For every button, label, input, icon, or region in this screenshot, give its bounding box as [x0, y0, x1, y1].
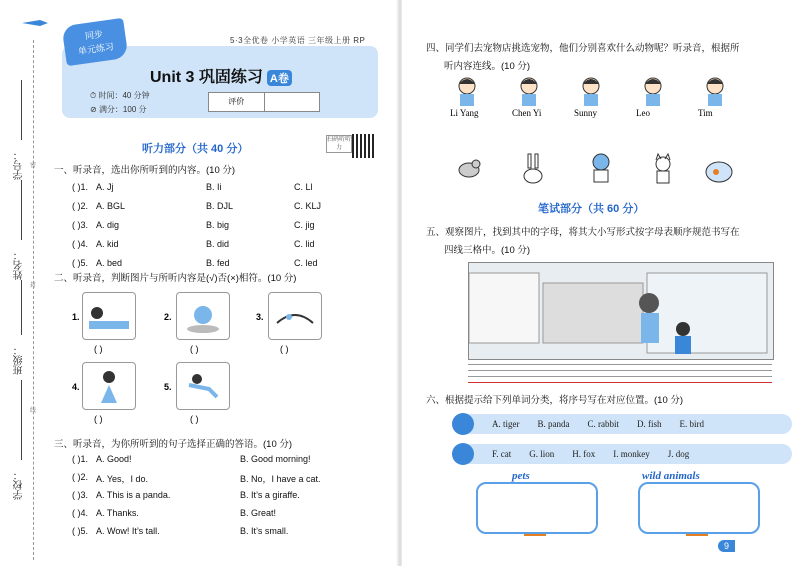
- q3-option: B. It’s small.: [240, 526, 289, 536]
- q3-option: B. No，I have a cat.: [240, 474, 321, 484]
- child-avatar-icon: [514, 74, 544, 108]
- q5-title-line1: 五、观察图片，找到其中的字母，将其大小写形式按字母表顺序规范书写在: [426, 227, 740, 238]
- q2-answer[interactable]: ( ): [190, 344, 199, 354]
- score-info: ⊘ 满分：100 分: [90, 105, 147, 114]
- version-badge: A卷: [267, 70, 292, 86]
- q1-option: A. dig: [96, 220, 120, 230]
- q3-option: B. Great!: [240, 508, 277, 518]
- q1-option: B. Ii: [206, 182, 222, 192]
- hoop-icon: [686, 522, 708, 536]
- name-label: 姓名：: [14, 250, 25, 280]
- q2-image-4: [82, 362, 136, 410]
- basketball-icon: [452, 443, 474, 465]
- q2-answer[interactable]: ( ): [280, 344, 289, 354]
- fish-bowl-icon: [704, 154, 734, 188]
- q1-option: A. Jj: [96, 182, 114, 192]
- q1-option: C. jig: [294, 220, 315, 230]
- sync-badge: 同步 单元练习: [62, 18, 129, 66]
- q3-option: A. Good!: [96, 454, 132, 464]
- pets-label: pets: [512, 470, 530, 482]
- wild-animals-label: wild animals: [642, 470, 700, 482]
- q1-answer-slot[interactable]: ( )3.: [72, 220, 89, 230]
- binding-strip: [0, 0, 42, 566]
- child-avatar-icon: [576, 74, 606, 108]
- q3-answer-slot[interactable]: ( )5.: [72, 526, 89, 536]
- right-page: [402, 0, 800, 566]
- q5-title-line2: 四线三格中。(10 分): [444, 245, 531, 256]
- q3-answer-slot[interactable]: ( )3.: [72, 490, 89, 500]
- word-option: D. fish: [637, 419, 662, 429]
- word-option: J. dog: [667, 449, 690, 459]
- left-page: [0, 0, 398, 566]
- q2-num: 5.: [164, 382, 172, 392]
- q3-option: B. Good morning!: [240, 454, 311, 464]
- q1-option: C. KLJ: [294, 201, 322, 211]
- q3-option: A. This is a panda.: [96, 490, 171, 500]
- bird-icon: [454, 152, 484, 186]
- q2-num: 2.: [164, 312, 172, 322]
- child-avatar-icon: [700, 74, 730, 108]
- page-number: 9: [718, 540, 735, 552]
- rocket-icon: [20, 18, 50, 28]
- word-option: G. lion: [529, 449, 555, 459]
- q3-option: B. It’s a giraffe.: [240, 490, 300, 500]
- child-name: Sunny: [574, 108, 598, 118]
- q2-answer[interactable]: ( ): [190, 414, 199, 424]
- writing-section-heading: 笔试部分（共 60 分）: [538, 203, 645, 215]
- child-name: Tim: [698, 108, 713, 118]
- rabbit-icon: [518, 152, 548, 186]
- q2-num: 3.: [256, 312, 264, 322]
- unit-title: Unit 3 巩固练习 A卷: [150, 64, 292, 87]
- qr-label: 扫码听听力: [327, 137, 352, 151]
- q1-answer-slot[interactable]: ( )2.: [72, 201, 89, 211]
- q3-option: A. Wow! It’s tall.: [96, 526, 160, 536]
- q1-option: A. kid: [96, 239, 119, 249]
- q3-option: A. Yes，I do.: [96, 474, 149, 484]
- word-option: E. bird: [679, 419, 704, 429]
- q1-option: C. lid: [294, 239, 315, 249]
- cut-mark: 密: [30, 163, 37, 169]
- child-avatar-icon: [638, 74, 668, 108]
- q2-title: 二、听录音，判断图片与所听内容是(√)否(×)相符。(10 分): [54, 273, 297, 284]
- q2-image-3: [268, 292, 322, 340]
- student-id-label: 学号：: [14, 150, 25, 180]
- score-box[interactable]: 评价: [208, 92, 320, 112]
- dog-icon: [586, 150, 616, 184]
- q4-title-line2: 听内容连线。(10 分): [444, 61, 531, 72]
- hoop-icon: [524, 522, 546, 536]
- cut-mark: 线: [30, 408, 37, 414]
- q1-option: C. Ll: [294, 182, 313, 192]
- class-label: 班级：: [14, 345, 25, 375]
- q2-image-1: [82, 292, 136, 340]
- word-option: C. rabbit: [587, 419, 619, 429]
- word-option: H. fox: [572, 449, 596, 459]
- q1-option: A. BGL: [96, 201, 126, 211]
- q1-option: B. did: [206, 239, 230, 249]
- q1-answer-slot[interactable]: ( )4.: [72, 239, 89, 249]
- word-option: I. monkey: [613, 449, 650, 459]
- q1-option: B. big: [206, 220, 230, 230]
- word-option: A. tiger: [492, 419, 520, 429]
- q1-answer-slot[interactable]: ( )1.: [72, 182, 89, 192]
- q2-answer[interactable]: ( ): [94, 344, 103, 354]
- q2-answer[interactable]: ( ): [94, 414, 103, 424]
- q2-image-5: [176, 362, 230, 410]
- q1-option: C. led: [294, 258, 318, 268]
- child-name: Chen Yi: [512, 108, 542, 118]
- q2-image-2: [176, 292, 230, 340]
- q3-answer-slot[interactable]: ( )4.: [72, 508, 89, 518]
- q3-title: 三、听录音，为你所听到的句子选择正确的答语。(10 分): [54, 439, 293, 450]
- word-option: B. panda: [537, 419, 570, 429]
- child-name: Li Yang: [450, 108, 479, 118]
- q1-option: A. bed: [96, 258, 123, 268]
- school-label: 学校：: [14, 470, 25, 500]
- q4-title-line1: 四、同学们去宠物店挑选宠物，他们分别喜欢什么动物呢？听录音，根据所: [426, 43, 740, 54]
- q3-option: A. Thanks.: [96, 508, 139, 518]
- word-bar-1: [456, 414, 792, 434]
- cut-mark: 封: [30, 283, 37, 289]
- q1-option: B. fed: [206, 258, 230, 268]
- q2-num: 1.: [72, 312, 80, 322]
- child-name: Leo: [636, 108, 650, 118]
- qr-code-icon[interactable]: [352, 134, 376, 158]
- q1-option: B. DJL: [206, 201, 234, 211]
- listening-section-heading: 听力部分（共 40 分）: [142, 143, 249, 155]
- word-bar-2: [456, 444, 792, 464]
- basketball-icon: [452, 413, 474, 435]
- series-header: 5·3全优卷 小学英语 三年级上册 RP: [230, 36, 366, 45]
- q1-answer-slot[interactable]: ( )5.: [72, 258, 89, 268]
- time-info: ⏱ 时间：40 分钟: [90, 91, 150, 100]
- q2-num: 4.: [72, 382, 80, 392]
- child-avatar-icon: [452, 74, 482, 108]
- pet-shop-scene: [468, 262, 774, 360]
- q3-answer-slot[interactable]: ( )1.: [72, 454, 89, 464]
- q1-title: 一、听录音，选出你所听到的内容。(10 分): [54, 165, 236, 176]
- word-option: F. cat: [492, 449, 512, 459]
- q6-title: 六、根据提示给下列单词分类，将序号写在对应位置。(10 分): [426, 395, 684, 406]
- cat-icon: [648, 152, 678, 186]
- q3-answer-slot[interactable]: ( )2.: [72, 472, 89, 482]
